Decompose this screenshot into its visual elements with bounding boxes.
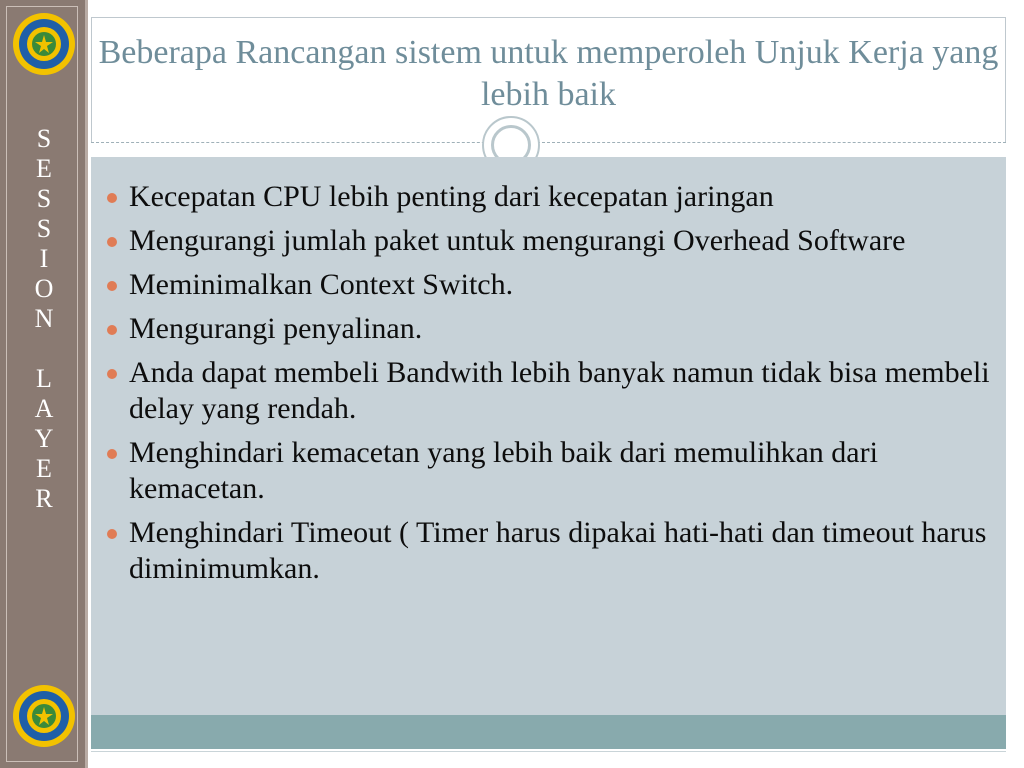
bullet-item (105, 355, 1000, 427)
bullet-item (105, 179, 1000, 215)
bullet-dot-icon (107, 281, 117, 291)
bullet-list (105, 179, 1000, 595)
bullet-item (105, 267, 1000, 303)
sidebar (0, 0, 88, 768)
bullet-dot-icon (107, 449, 117, 459)
content-panel (91, 157, 1006, 715)
session-layer-vertical-text (0, 124, 88, 514)
bullet-dot-icon (107, 193, 117, 203)
bullet-text: Mengurangi penyalinan. (129, 312, 423, 345)
sidebar-letter: E (36, 454, 52, 483)
sidebar-letter: S (36, 184, 52, 213)
bullet-item (105, 435, 1000, 507)
sidebar-letter: Y (34, 424, 54, 453)
sidebar-letter: N (34, 304, 54, 333)
bullet-item (105, 311, 1000, 347)
sidebar-letter: E (36, 154, 52, 183)
sidebar-letter: L (36, 364, 52, 393)
footer-band (91, 715, 1006, 749)
slide-title: Beberapa Rancangan sistem untuk memperoleh Unjuk Kerja yang lebih baik (98, 34, 999, 113)
bullet-dot-icon (107, 529, 117, 539)
title-area (91, 17, 1006, 143)
sidebar-letter: I (39, 244, 49, 273)
bullet-text: Menghindari Timeout ( Timer harus dipakai hati-hati dan timeout harus diminimumkan. (129, 516, 987, 585)
sidebar-letter: O (34, 274, 54, 303)
bullet-dot-icon (107, 237, 117, 247)
bullet-text: Mengurangi jumlah paket untuk mengurangi Overhead Software (129, 224, 906, 257)
sidebar-letter: A (34, 394, 54, 423)
sidebar-letter (0, 334, 88, 364)
bullet-item (105, 515, 1000, 587)
bullet-text: Menghindari kemacetan yang lebih baik dari memulihkan dari kemacetan. (129, 436, 878, 505)
sidebar-letter: S (36, 124, 52, 153)
sidebar-letter: S (36, 214, 52, 243)
bullet-text: Anda dapat membeli Bandwith lebih banyak namun tidak bisa membeli delay yang rendah. (129, 356, 990, 425)
university-emblem-icon (12, 12, 76, 76)
sidebar-letter: R (35, 484, 53, 513)
title-divider (91, 142, 1006, 143)
bullet-text: Meminimalkan Context Switch. (129, 268, 514, 301)
bullet-dot-icon (107, 369, 117, 379)
university-emblem-icon (12, 684, 76, 748)
bottom-line (91, 751, 1006, 752)
bullet-item (105, 223, 1000, 259)
bullet-text: Kecepatan CPU lebih penting dari kecepatan jaringan (129, 180, 774, 213)
bullet-dot-icon (107, 325, 117, 335)
